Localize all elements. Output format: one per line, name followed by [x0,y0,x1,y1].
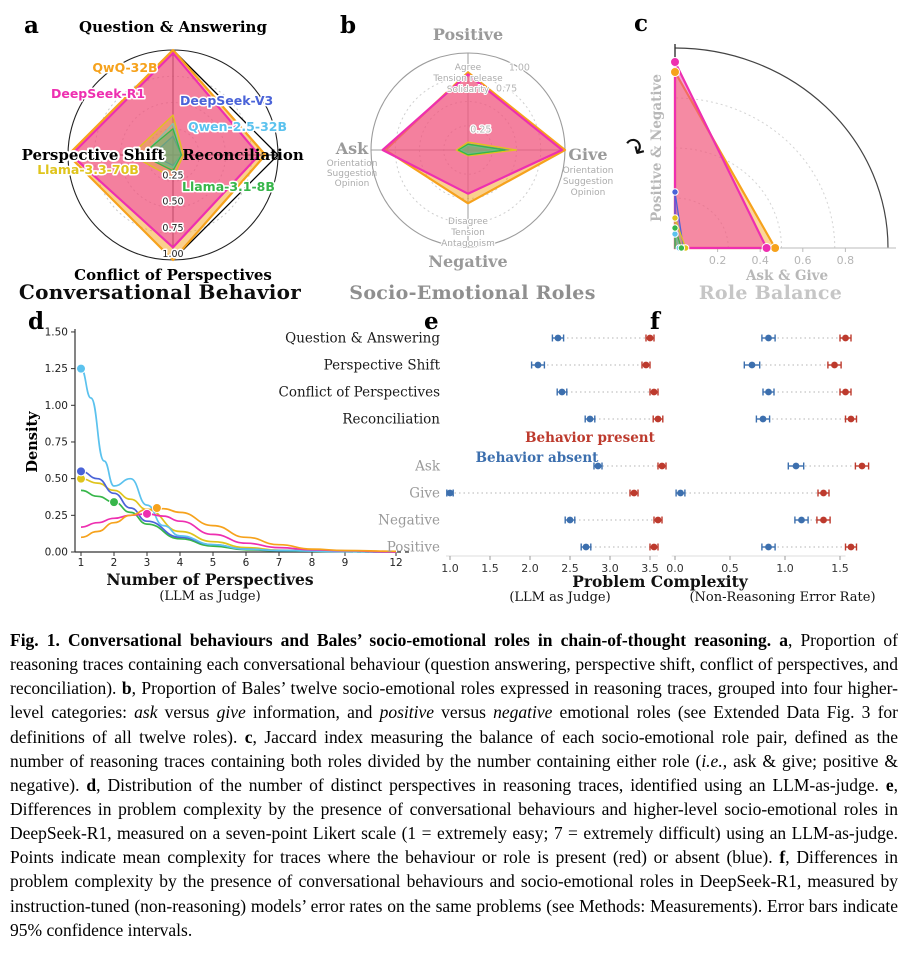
balance-point-Qwen-2.5-32B [672,231,678,237]
panel-b-title: Socio-Emotional Roles [349,282,596,304]
caption-segment: ask [134,702,158,723]
radial-tick-label: 0.75 [495,83,518,95]
mean-point [765,544,772,551]
mean-point [447,490,454,497]
caption-segment: e [885,774,894,795]
caption-segment: f [779,847,786,868]
legend-label-Llama-3.3-70B: Llama-3.3-70B [37,162,139,177]
panel-letter-e: e [424,308,439,335]
radial-tick-label: 1.00 [162,249,184,260]
panel-f-dotplot-chart [655,302,907,592]
density-peak-Llama-3.1-8B [110,498,119,507]
caption-segment: d [86,774,97,795]
mean-point [535,362,542,369]
x-tick-label: 6 [242,557,250,569]
axis-sublabel: Tension [451,228,485,238]
axis-sublabel: Orientation [562,166,614,176]
caption-segment: versus [157,702,217,723]
legend-label-Llama-3.1-8B: Llama-3.1-8B [182,179,275,194]
mean-point [631,490,638,497]
mean-point [555,335,562,342]
y-axis-label: Density [24,411,41,473]
x-tick-label: 3 [143,557,151,569]
mean-point [842,389,849,396]
x-tick-label: 9 [341,557,349,569]
x-tick-label: 4 [176,557,184,569]
category-label-1: Perspective Shift [323,357,440,374]
mean-point [765,389,772,396]
y-tick-label: 0.75 [44,436,68,449]
caption-segment: , Proportion of Bales’ twelve socio-emotional roles expressed in reasoning traces, grouped into four higher-level categories: [10,678,898,723]
caption-segment: , Distribution of the number of distinct perspectives in reasoning traces, identified using an LLM-as-judge. [96,774,886,795]
legend-behavior-absent: Behavior absent [475,450,599,466]
axis-sublabel: Suggestion [326,169,378,179]
axis-label-question-answering: Question & Answering [79,18,267,36]
balance-point-DeepSeek-R1 [762,244,771,253]
balance-point-Llama-3.1-8B [678,245,684,251]
axis-sublabel: Solidarity [446,85,490,95]
x-tick-label: 1.5 [481,562,499,575]
panel-a-radar-chart [8,8,328,284]
axis-label-negative: Negative [428,252,508,271]
caption-segment: i.e. [701,750,723,771]
balance-point-QwQ-32B [771,244,780,253]
mean-point [793,463,800,470]
category-label-2: Conflict of Perspectives [278,384,440,401]
x-tick-label: 0.6 [794,254,812,267]
y-tick-label: 0.50 [44,473,68,486]
x-tick-label: 0.4 [751,254,769,267]
mean-point [647,335,654,342]
density-peak-Qwen-2.5-32B [77,364,86,373]
legend-label-DeepSeek-V3: DeepSeek-V3 [180,93,274,108]
axis-sublabel: Suggestion [562,177,614,187]
x-tick-label: 1.0 [776,562,794,575]
mean-point [859,463,866,470]
axis-label-perspective-shift: Perspective Shift [21,146,165,164]
mean-point [831,362,838,369]
axis-sublabel-llm-as-judge-d: (LLM as Judge) [159,589,261,604]
radial-tick-label: 0.75 [162,222,184,234]
axis-sublabel: Opinion [334,179,370,189]
panel-letter-f: f [650,308,660,335]
mean-point [643,362,650,369]
x-tick-label: 1 [77,557,85,569]
caption-segment: , Proportion of reasoning traces containing each conversational behaviour (question answering, perspective shift, conflict of perspectives, and reconciliation). [10,630,898,699]
mean-point [765,335,772,342]
panel-e-dotplot-chart [235,302,667,592]
caption-segment: Fig. 1. Conversational behaviours and Bales’ socio-emotional roles in chain-of-thought reasoning. [10,630,780,650]
x-tick-label: 3.0 [601,562,619,575]
x-tick-label: 2.5 [561,562,579,575]
caption-segment: , Jaccard index measuring the balance of each socio-emotional role pair, defined as the number of reasoning traces containing both roles divided by the number containing either role ( [10,726,898,771]
axis-label-problem-complexity: Problem Complexity [572,572,748,591]
panel-letter-d: d [28,308,45,335]
axis-label-ask: Ask [335,139,369,158]
panel-letter-b: b [340,12,357,39]
caption-segment: positive [379,702,434,723]
legend-label-QwQ-32B: QwQ-32B [92,60,158,75]
caption-segment: versus [434,702,494,723]
x-axis-label: Ask & Give [745,268,829,284]
balance-point-QwQ-32B [671,68,680,77]
x-tick-label: 3.5 [641,562,659,575]
legend-behavior-present: Behavior present [525,430,655,446]
x-tick-label: 7 [275,557,283,569]
caption-segment: information, and [245,702,380,723]
caption-segment: b [121,678,132,699]
panel-c-title: Role Balance [698,282,843,304]
balance-point-DeepSeek-V3 [672,189,678,195]
mean-point [820,517,827,524]
y-tick-label: 1.00 [44,399,68,412]
x-tick-label: 0.8 [836,254,855,267]
mean-point [567,517,574,524]
radial-tick-label: 1.00 [508,62,530,74]
panel-b-radar-chart [326,8,620,284]
axis-label-reconciliation: Reconciliation [182,146,304,164]
axis-label-give: Give [568,145,608,164]
mean-point [677,490,684,497]
legend-label-Qwen-2.5-32B: Qwen-2.5-32B [188,119,287,134]
mean-point [583,544,590,551]
radial-tick-label: 0.50 [162,196,184,208]
y-tick-label: 0.25 [44,509,68,522]
x-tick-label: 5 [209,557,217,569]
axis-label-conflict-of-perspectives: Conflict of Perspectives [74,266,272,284]
balance-point-DeepSeek-R1 [671,58,680,67]
caption-segment: , Differences in problem complexity by the presence of conversational behaviours and higher-level socio-emotional roles in DeepSeek-R1, measured on a seven-point Likert scale (1 = extremely easy; 7 = extremely difficult) using an LLM-as-judge. Points indicate mean complexity for traces where the behaviour or role is present (red) or absent (blue). [10,774,898,868]
balance-point-Llama-3.3-70B [672,215,678,221]
mean-point [798,517,805,524]
axis-sublabel: Orientation [326,159,378,169]
x-tick-label: 0.0 [666,562,684,575]
y-tick-label: 1.50 [44,326,68,339]
x-tick-label: 1.5 [831,562,849,575]
mean-point [848,544,855,551]
density-peak-DeepSeek-V3 [77,467,86,476]
mean-point [749,362,756,369]
category-label-6: Negative [378,512,440,529]
caption-segment: negative [493,702,553,723]
radial-tick-label: 0.25 [470,124,492,136]
mean-point [842,335,849,342]
y-tick-label: 0.00 [44,546,68,559]
category-label-4: Ask [415,458,440,475]
caption-segment: emotional roles (see Extended Data Fig. 3 for definitions of all twelve roles). [10,702,899,747]
density-peak-QwQ-32B [152,503,161,512]
mean-point [587,416,594,423]
mean-point [559,389,566,396]
caption-segment: a [779,630,788,650]
panel-c-balance-chart [617,8,907,288]
mean-point [848,416,855,423]
y-axis-label: Positive & Negative [649,74,665,222]
axis-sublabel: Disagree [448,217,488,227]
density-peak-DeepSeek-R1 [143,509,152,518]
axis-sublabel: Tension release [433,74,503,84]
axis-sublabel-non-reasoning-error-rate: (Non-Reasoning Error Rate) [689,590,876,605]
y-tick-label: 1.25 [44,363,68,376]
category-label-0: Question & Answering [285,330,440,347]
axis-label-number-of-perspectives: Number of Perspectives [106,570,314,589]
axis-sublabel: Antagonism [441,239,495,249]
x-tick-label: 1.0 [441,562,459,575]
x-tick-label: 2 [110,557,118,569]
x-tick-label: 0.5 [721,562,739,575]
mean-point [760,416,767,423]
axis-sublabel-llm-as-judge-e: (LLM as Judge) [509,590,611,605]
mean-point [820,490,827,497]
balance-point-Llama-3.1-8B [672,225,678,231]
axis-sublabel: Agree [454,63,482,73]
axis-label-positive: Positive [432,25,504,44]
axis-sublabel: Opinion [570,188,606,198]
category-label-5: Give [409,485,440,502]
caption-segment: give [216,702,246,723]
category-label-3: Reconciliation [342,411,440,428]
x-tick-label: 12 [389,557,403,569]
figure-caption [10,628,898,942]
radial-tick-label: 0.25 [162,170,184,182]
panel-letter-a: a [24,12,39,39]
x-tick-label: 0.2 [708,254,727,267]
panel-a-title: Conversational Behavior [18,280,302,304]
category-label-7: Positive [386,539,440,556]
transform-arrow-icon: ↷ [617,130,651,168]
x-tick-label: 8 [308,557,316,569]
panel-letter-c: c [634,10,649,37]
legend-label-DeepSeek-R1: DeepSeek-R1 [50,86,146,101]
caption-segment: c [244,726,253,747]
caption-segment: , Differences in problem complexity by the presence of conversational behaviours and socio-emotional roles in DeepSeek-R1, measured by instruction-tuned (non-reasoning) models’ error rates on the same problems (see Methods: Measurements). Error bars indicate 95% confidence intervals. [10,847,898,940]
caption-segment: , ask & give; positive & negative). [10,750,898,795]
balance-series-DeepSeek-R1 [675,62,767,248]
x-tick-label: 2.0 [521,562,539,575]
